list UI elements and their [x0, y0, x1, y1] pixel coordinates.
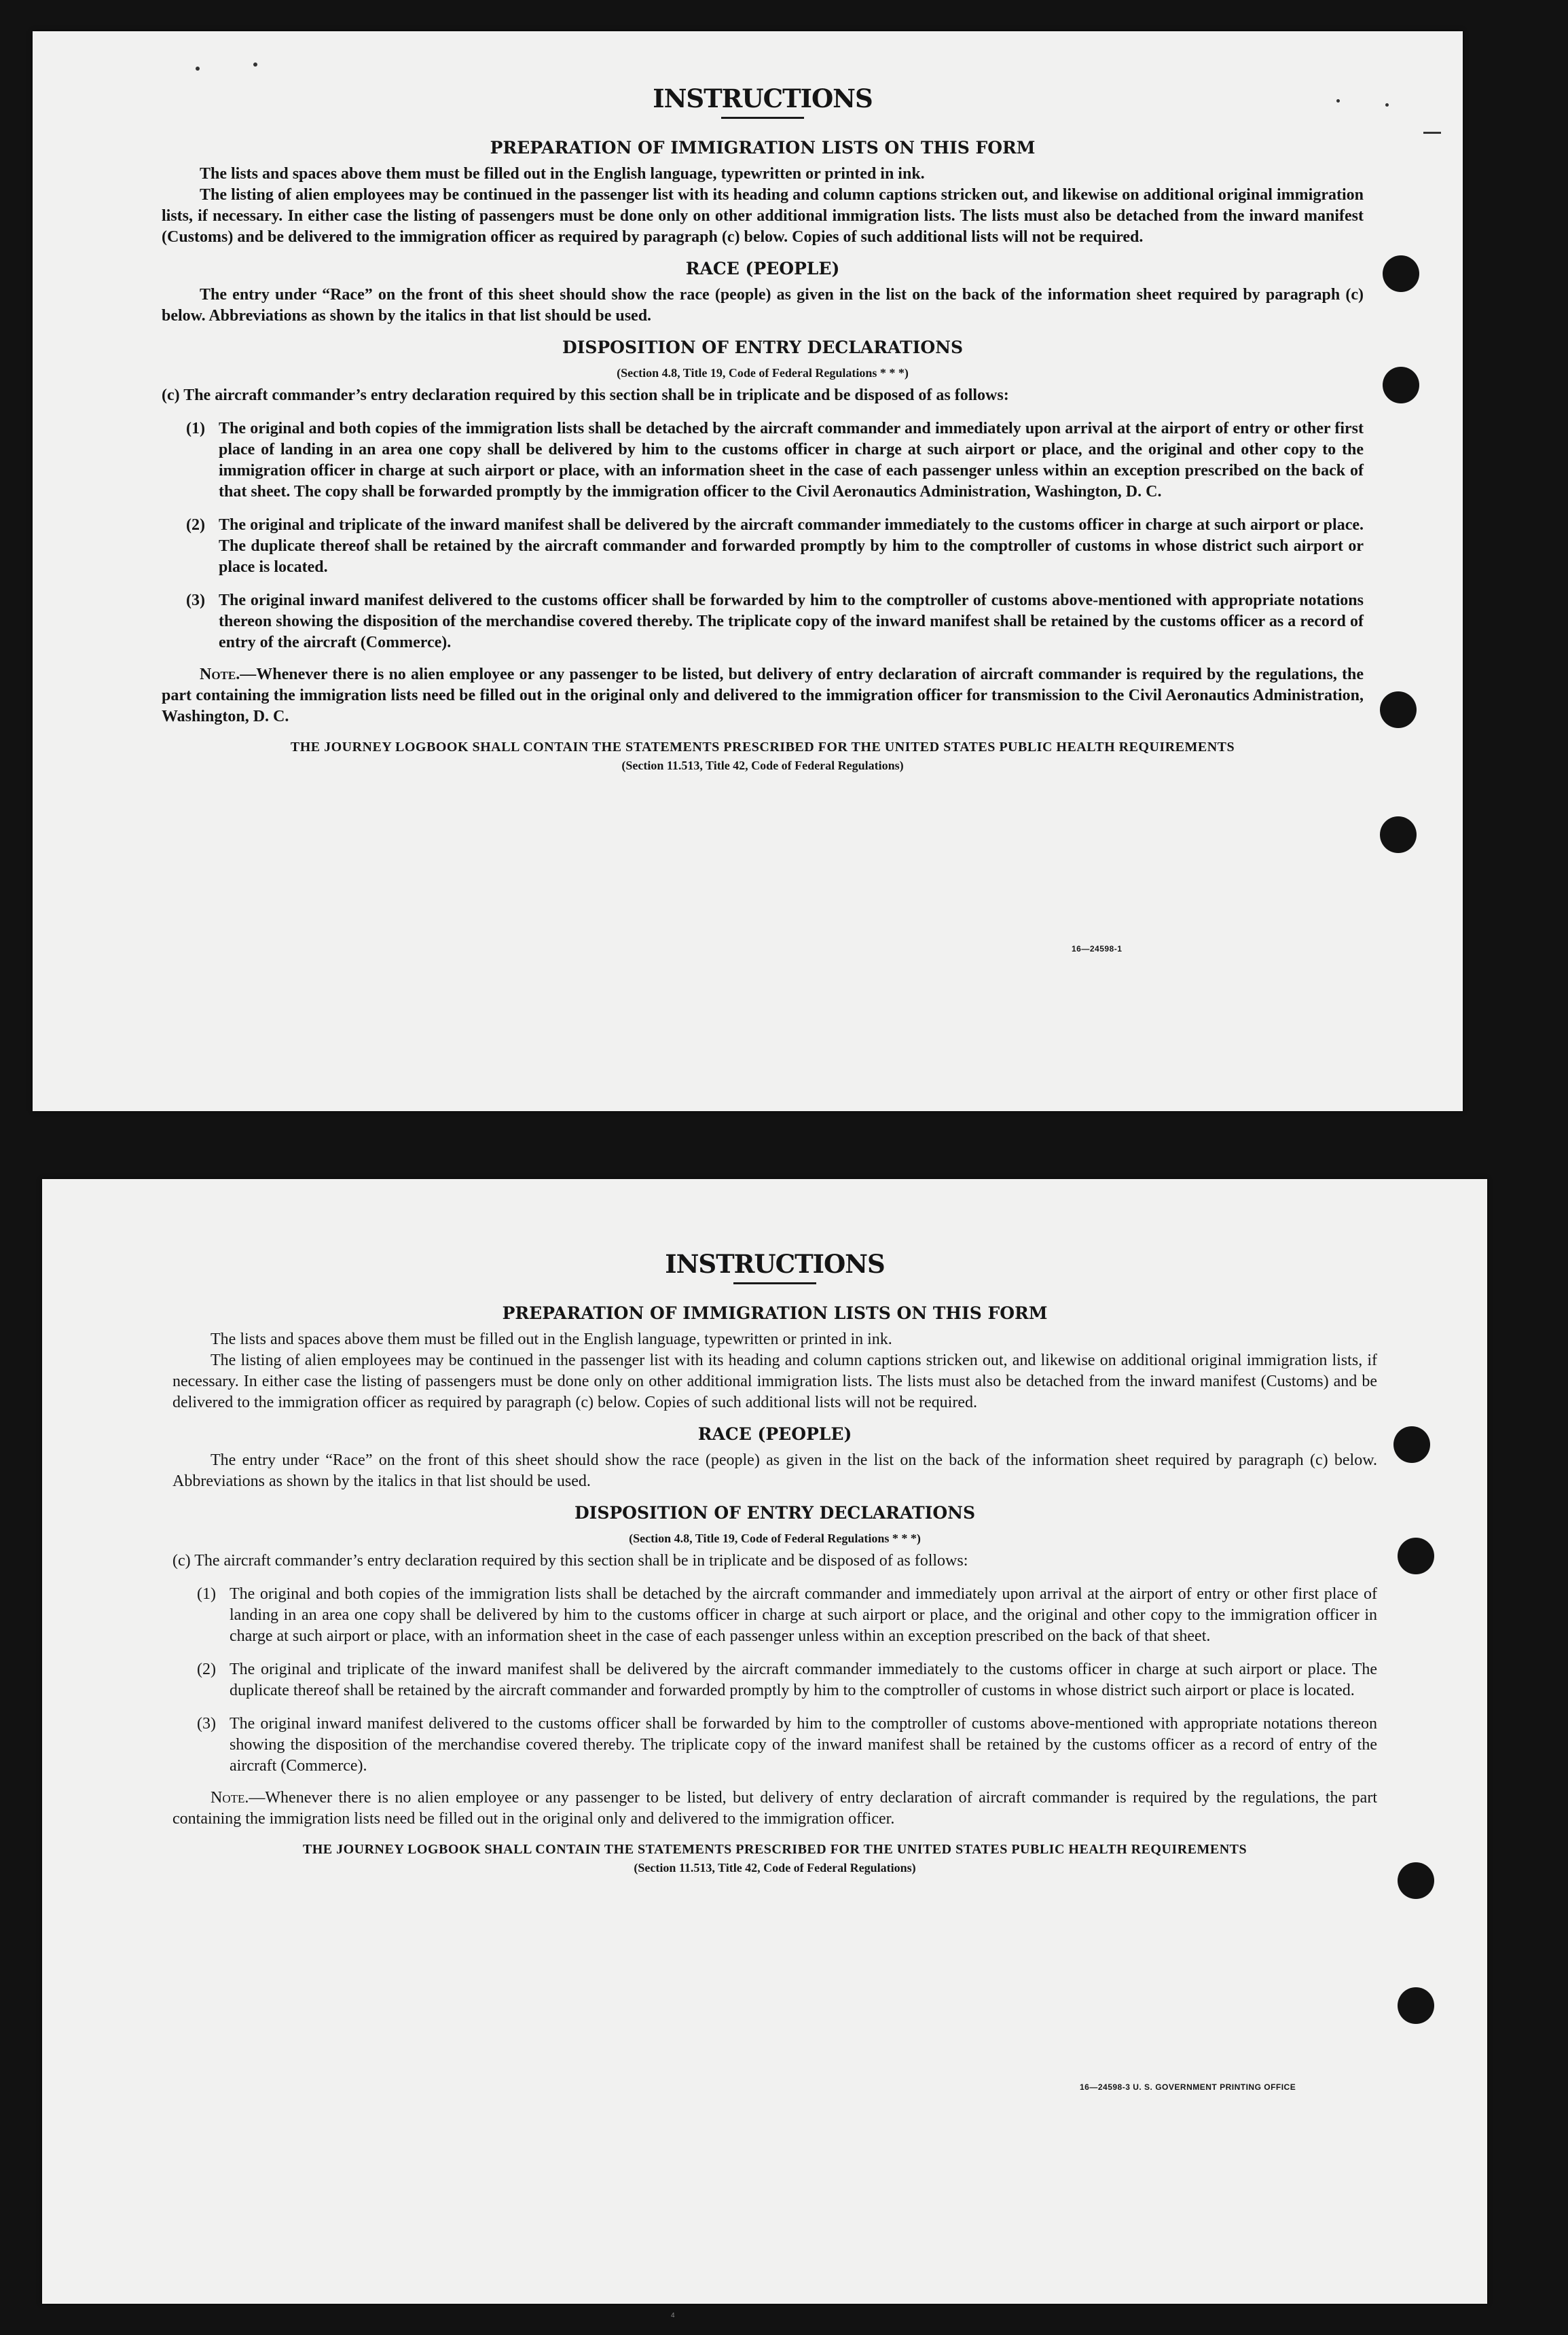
item-text: The original inward manifest delivered to the customs officer shall be forwarded by him to the comptroller of customs above-mentioned with appropriate notations thereon showing the disposition of the merchandise covered thereby. The triplicate copy of the inward manifest shall be retained by the customs officer as a record of entry of the aircraft (Commerce). — [230, 1715, 1377, 1775]
paragraph: The listing of alien employees may be continued in the passenger list with its heading and column captions stricken out, and likewise on additional original immigration lists, if necessary. In either case the listing of passengers must be done only on other additional immigration lists. The lists must also be detached from the inward manifest (Customs) and be delivered to the immigration officer as required by paragraph (c) below. Copies of such additional lists will not be required. — [162, 186, 1364, 246]
section-heading-disposition: DISPOSITION OF ENTRY DECLARATIONS — [562, 338, 964, 357]
punch-hole — [1393, 1426, 1430, 1463]
item-number: (2) — [197, 1661, 216, 1678]
spacer — [172, 1492, 1377, 1502]
paragraph: The lists and spaces above them must be filled out in the English language, typewritten or printed in ink. — [211, 1331, 892, 1348]
section-citation: (Section 4.8, Title 19, Code of Federal Regulations * * *) — [617, 366, 909, 380]
punch-hole — [1380, 816, 1417, 853]
list-item — [162, 418, 1364, 503]
spacer — [172, 1413, 1377, 1423]
paragraph: The entry under “Race” on the front of this sheet should show the race (people) as given in the list on the back of the information sheet required by paragraph (c) below. Abbreviations as shown by the italics in that list should be used. — [162, 286, 1364, 325]
speck — [196, 67, 200, 71]
note-label: Note. — [200, 666, 240, 683]
speck — [253, 62, 257, 67]
item-text: The original and both copies of the immigration lists shall be detached by the aircraft commander and immediately upon arrival at the airport of entry or other first place of landing in an area one copy shall be delivered by him to the customs officer in charge at such airport or place, and the original and other copy to the immigration officer in charge at such airport or place, with an information sheet in the case of each passenger unless within an exception prescribed on the back of that sheet. — [230, 1585, 1377, 1645]
spacer — [162, 727, 1364, 737]
punch-hole — [1398, 1538, 1434, 1574]
spacer — [162, 248, 1364, 257]
spacer — [162, 327, 1364, 336]
paragraph: The lists and spaces above them must be filled out in the English language, typewritten or printed in ink. — [200, 165, 925, 183]
page-title: INSTRUCTIONS — [665, 1249, 885, 1279]
note-paragraph — [172, 1788, 1377, 1830]
section-heading-preparation: PREPARATION OF IMMIGRATION LISTS ON THIS FORM — [490, 138, 1036, 158]
item-number: (1) — [186, 420, 205, 437]
section-heading-race: RACE (PEOPLE) — [685, 259, 840, 278]
spacer — [172, 1830, 1377, 1839]
punch-hole — [1398, 1987, 1434, 2024]
section-heading-race: RACE (PEOPLE) — [697, 1424, 852, 1444]
item-text: The original and both copies of the immigration lists shall be detached by the aircraft commander and immediately upon arrival at the airport of entry or other first place of landing in an area one copy shall be delivered by him to the customs officer in charge at such airport or place, and the original and other copy to the immigration officer in charge at such airport or place, with an information sheet in the case of each passenger unless within an exception prescribed on the back of that sheet. The copy shall be forwarded promptly by the immigration officer to the Civil Aeronautics Administration, Washington, D. C. — [219, 420, 1364, 501]
title-rule — [733, 1282, 816, 1284]
speck — [1385, 103, 1389, 107]
document-sheet-1 — [33, 31, 1463, 1111]
list-item — [172, 1659, 1377, 1701]
punch-hole — [1383, 255, 1419, 292]
item-number: (3) — [186, 592, 205, 609]
item-text: The original and triplicate of the inward manifest shall be delivered by the aircraft commander immediately to the customs officer in charge at such airport or place. The duplicate thereof shall be retained by the aircraft commander and forwarded promptly by him to the comptroller of customs in whose district such airport or place is located. — [230, 1661, 1377, 1699]
instructions-body-1 — [162, 82, 1364, 774]
footer-citation: (Section 11.513, Title 42, Code of Federal Regulations) — [621, 759, 904, 772]
item-number: (3) — [197, 1715, 216, 1733]
section-heading-disposition: DISPOSITION OF ENTRY DECLARATIONS — [574, 1503, 976, 1523]
footer-statement: THE JOURNEY LOGBOOK SHALL CONTAIN THE STATEMENTS PRESCRIBED FOR THE UNITED STATES PUBLIC HEALTH REQUIREMENTS — [290, 740, 1235, 755]
list-item — [162, 515, 1364, 578]
note-label: Note. — [211, 1789, 249, 1807]
note-paragraph — [162, 664, 1364, 727]
footer-citation: (Section 11.513, Title 42, Code of Federal Regulations) — [634, 1861, 916, 1875]
punch-hole — [1380, 691, 1417, 728]
document-sheet-2 — [42, 1179, 1487, 2304]
list-item — [162, 590, 1364, 653]
form-number: 16—24598-1 — [1072, 944, 1123, 954]
speck — [1423, 132, 1441, 134]
footer-statement: THE JOURNEY LOGBOOK SHALL CONTAIN THE STATEMENTS PRESCRIBED FOR THE UNITED STATES PUBLIC HEALTH REQUIREMENTS — [302, 1842, 1247, 1857]
paragraph: The entry under “Race” on the front of this sheet should show the race (people) as given in the list on the back of the information sheet required by paragraph (c) below. Abbreviations as shown by the italics in that list should be used. — [172, 1451, 1377, 1490]
section-citation: (Section 4.8, Title 19, Code of Federal Regulations * * *) — [629, 1532, 921, 1545]
note-text: —Whenever there is no alien employee or any passenger to be listed, but delivery of entry declaration of aircraft commander is required by the regulations, the part containing the immigration lists need be filled out in the original only and delivered to the immigration officer. — [172, 1789, 1377, 1828]
paragraph-c: (c) The aircraft commander’s entry declaration required by this section shall be in triplicate and be disposed of as follows: — [172, 1552, 968, 1570]
title-rule — [721, 117, 804, 119]
form-number: 16—24598-3 U. S. GOVERNMENT PRINTING OFFICE — [1080, 2082, 1296, 2092]
section-heading-preparation: PREPARATION OF IMMIGRATION LISTS ON THIS FORM — [502, 1303, 1048, 1323]
item-text: The original inward manifest delivered to the customs officer shall be forwarded by him to the comptroller of customs above-mentioned with appropriate notations thereon showing the disposition of the merchandise covered thereby. The triplicate copy of the inward manifest shall be retained by the customs officer as a record of entry of the aircraft (Commerce). — [219, 592, 1364, 651]
note-text: —Whenever there is no alien employee or any passenger to be listed, but delivery of entry declaration of aircraft commander is required by the regulations, the part containing the immigration lists need be filled out in the original only and delivered to the immigration officer for transmission to the Civil Aeronautics Administration, Washington, D. C. — [162, 666, 1364, 725]
item-number: (2) — [186, 516, 205, 534]
page-number: 4 — [671, 2312, 675, 2319]
list-item — [172, 1584, 1377, 1647]
punch-hole — [1383, 367, 1419, 403]
item-text: The original and triplicate of the inward manifest shall be delivered by the aircraft commander immediately to the customs officer in charge at such airport or place. The duplicate thereof shall be retained by the aircraft commander and forwarded promptly by him to the comptroller of customs in whose district such airport or place is located. — [219, 516, 1364, 576]
item-number: (1) — [197, 1585, 216, 1603]
page-title: INSTRUCTIONS — [653, 84, 873, 113]
punch-hole — [1398, 1862, 1434, 1899]
paragraph-c: (c) The aircraft commander’s entry declaration required by this section shall be in triplicate and be disposed of as follows: — [162, 386, 1009, 404]
list-item — [172, 1714, 1377, 1777]
instructions-body-2 — [172, 1247, 1377, 1876]
paragraph: The listing of alien employees may be continued in the passenger list with its heading and column captions stricken out, and likewise on additional original immigration lists, if necessary. In either case the listing of passengers must be done only on other additional immigration lists. The lists must also be detached from the inward manifest (Customs) and be delivered to the immigration officer as required by paragraph (c) below. Copies of such additional lists will not be required. — [172, 1352, 1377, 1411]
